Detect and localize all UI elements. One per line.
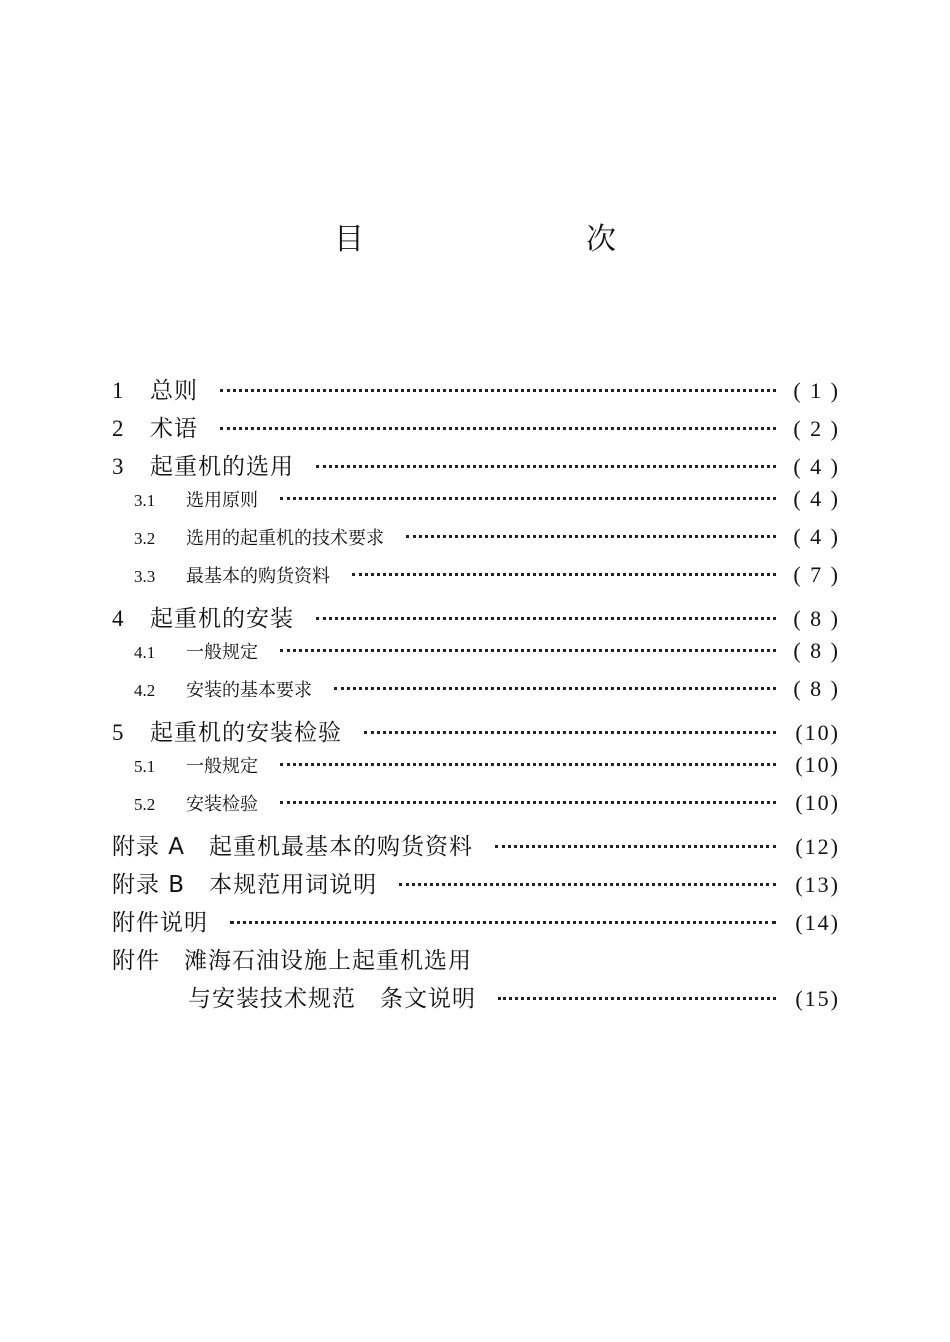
toc-subentry[interactable] (112, 524, 840, 562)
toc-entry-number: 3.2 (134, 529, 156, 548)
toc-entry-label: 附录 A 起重机最基本的购货资料 (112, 834, 474, 860)
toc-entry[interactable] (112, 410, 840, 448)
toc-entry-page: ( 4 ) (793, 524, 840, 549)
toc-subentry[interactable] (112, 486, 840, 524)
toc-appendix-entry[interactable] (112, 904, 840, 942)
toc-entry-label: 起重机的选用 (150, 454, 294, 480)
toc-entry-page: (10) (795, 752, 840, 777)
toc-leader-dots (280, 497, 776, 500)
toc-leader-dots (334, 687, 776, 690)
toc-subentry[interactable] (112, 638, 840, 676)
toc-entry-page: (14) (795, 910, 840, 935)
toc-leader-dots (280, 763, 776, 766)
toc-entry-page: ( 8 ) (793, 606, 840, 631)
toc-entry-label: 附录 B 本规范用词说明 (112, 872, 378, 898)
toc-entry-label: 起重机的安装 (150, 606, 294, 632)
toc-leader-dots (220, 389, 776, 392)
toc-entry-label: 附件说明 (112, 910, 208, 936)
toc-entry-number: 3.1 (134, 491, 156, 510)
toc-entry-label: 最基本的购货资料 (186, 566, 330, 587)
toc-entry-number: 3.3 (134, 567, 156, 586)
toc-entry-number: 5 (112, 720, 124, 745)
toc-entry[interactable] (112, 448, 840, 486)
toc-entry-label: 一般规定 (186, 756, 258, 777)
toc-appendix-entry[interactable] (112, 828, 840, 866)
toc-subentry[interactable] (112, 562, 840, 600)
toc-subentry[interactable] (112, 752, 840, 790)
toc-entry-number: 5.2 (134, 795, 156, 814)
toc-appendix-entry-continued[interactable] (112, 980, 840, 1018)
toc-entry-page: (15) (795, 986, 840, 1011)
page-title: 目 次 (334, 222, 712, 257)
toc-entry[interactable] (112, 600, 840, 638)
toc-appendix-entry[interactable] (112, 866, 840, 904)
toc-entry-page: ( 8 ) (793, 638, 840, 663)
toc-entry-label: 附件 滩海石油设施上起重机选用 (112, 948, 472, 974)
toc-entry-number: 2 (112, 416, 124, 441)
toc-entry-label: 安装的基本要求 (186, 680, 312, 701)
toc-entry-number: 4.2 (134, 681, 156, 700)
toc-leader-dots (406, 535, 776, 538)
toc-entry-page: ( 2 ) (793, 416, 840, 441)
toc-entry-page: (10) (795, 720, 840, 745)
toc-entry-number: 4 (112, 606, 124, 631)
toc-entry-page: ( 4 ) (793, 454, 840, 479)
toc-leader-dots (495, 845, 776, 848)
toc-leader-dots (364, 731, 776, 734)
toc-entry-number: 3 (112, 454, 124, 479)
toc-leader-dots (280, 649, 776, 652)
toc-leader-dots (498, 997, 776, 1000)
toc-subentry[interactable] (112, 790, 840, 828)
toc-leader-dots (316, 617, 776, 620)
toc-leader-dots (399, 883, 776, 886)
toc-entry-label: 与安装技术规范 条文说明 (188, 986, 476, 1012)
toc-entry[interactable] (112, 372, 840, 410)
toc-entry-label: 术语 (150, 416, 198, 442)
toc-entry-page: ( 4 ) (793, 486, 840, 511)
toc-entry-label: 一般规定 (186, 642, 258, 663)
toc-entry-page: (10) (795, 790, 840, 815)
toc-entry-page: ( 8 ) (793, 676, 840, 701)
toc-leader-dots (316, 465, 776, 468)
toc-entry-number: 4.1 (134, 643, 156, 662)
toc-leader-dots (230, 921, 776, 924)
toc-entry-page: (12) (795, 834, 840, 859)
toc-entry-number: 1 (112, 378, 124, 403)
toc-entry-page: ( 1 ) (793, 378, 840, 403)
toc-entry-page: ( 7 ) (793, 562, 840, 587)
toc-entry-number: 5.1 (134, 757, 156, 776)
toc-entry-page: (13) (795, 872, 840, 897)
toc-entry-label: 起重机的安装检验 (150, 720, 342, 746)
toc-leader-dots (352, 573, 776, 576)
toc-leader-dots (280, 801, 776, 804)
toc-leader-dots (220, 427, 776, 430)
toc-entry-label: 选用原则 (186, 490, 258, 511)
table-of-contents (112, 372, 840, 1018)
toc-entry-label: 安装检验 (186, 794, 258, 815)
toc-subentry[interactable] (112, 676, 840, 714)
toc-entry-label: 选用的起重机的技术要求 (186, 528, 384, 549)
toc-entry[interactable] (112, 714, 840, 752)
toc-appendix-entry[interactable] (112, 942, 840, 980)
toc-entry-label: 总则 (150, 378, 198, 404)
